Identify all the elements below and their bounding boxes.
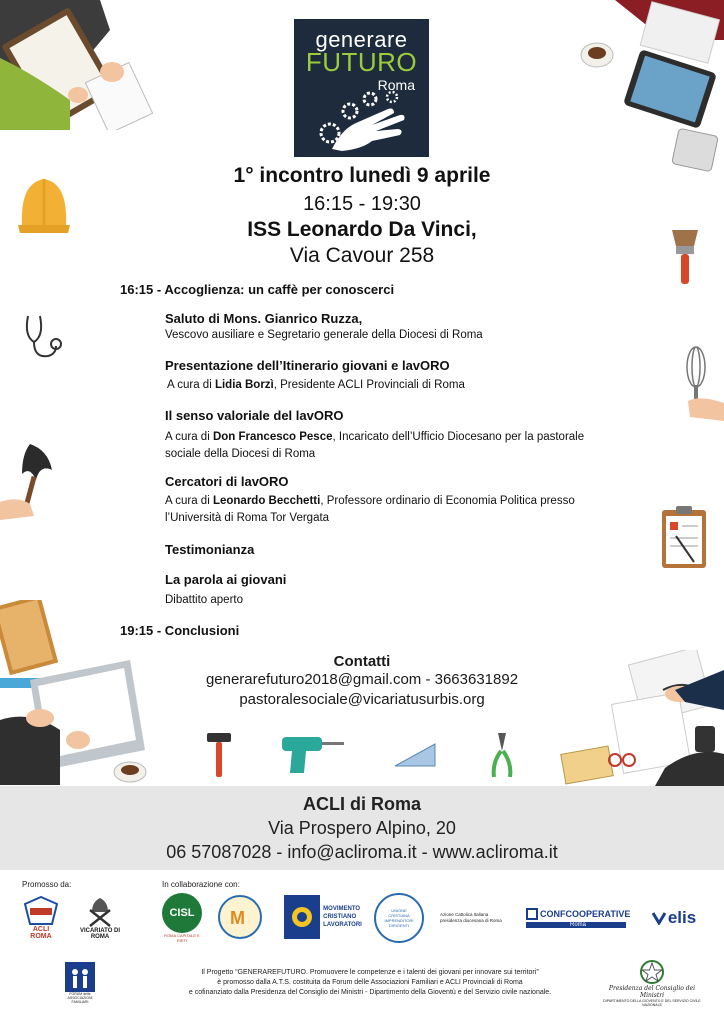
confco-square-icon	[526, 908, 538, 920]
stethoscope-icon	[22, 312, 64, 362]
program-item-title: Testimonianza	[165, 542, 255, 557]
collab-label: In collaborazione con:	[162, 880, 240, 889]
event-title: 1° incontro lunedì 9 aprile	[233, 164, 491, 187]
promoted-label: Promosso da:	[22, 880, 72, 889]
event-address: Via Cavour 258	[289, 244, 435, 267]
cisl-logo: CISL ROMA CAPITALE E RIETI	[160, 893, 204, 943]
association-circle-logo	[218, 895, 262, 939]
presidenza-consiglio-logo: Presidenza del Consiglio dei Ministri DIPARTIMENTO DELLA GIOVENTÙ E DEL SERVIZIO CIVILE NAZIONALE	[596, 958, 708, 1008]
pliers-icon	[490, 733, 514, 777]
elis-mark-icon	[652, 911, 666, 925]
program-item-title: Presentazione dell’Itinerario giovani e lavORO	[165, 358, 450, 373]
elis-logo: elis	[640, 906, 708, 930]
m-logo-icon	[227, 904, 253, 930]
speaker-name: Lidia Borzì	[214, 379, 274, 391]
whisk-illustration	[680, 345, 724, 421]
tablet-illustration	[575, 0, 724, 175]
event-time: 16:15 - 19:30	[303, 193, 421, 215]
mcl-emblem-icon	[289, 904, 315, 930]
program-item-desc: Vescovo ausiliare e Segretario generale della Diocesi di Roma	[165, 329, 483, 341]
ucid-logo: UNIONE CRISTIANA IMPRENDITORI DIRIGENTI	[374, 893, 424, 943]
project-footnote: Il Progetto “GENERAREFUTURO. Promuovere le competenze e i talenti dei giovani per innovare sui territori” è promosso dalla A.T.S. costituita da Forum delle Associazioni Familiari e ACLI Provinciali di Roma e cofinanziato dalla Presidenza del Consiglio dei Ministri - Dipartimento della Gioventù e del Servizio civile nazionale.	[188, 969, 552, 996]
speaker-name: Leonardo Becchetti	[212, 495, 321, 507]
azione-cattolica-logo: Azione Cattolica Italiana presidenza diocesana di Roma	[440, 912, 502, 923]
confcooperative-logo: CONFCOOPERATIVE Roma	[526, 905, 630, 931]
papal-crest-icon	[86, 896, 114, 928]
svg-text:M: M	[230, 908, 245, 928]
clipboard-illustration	[662, 506, 706, 568]
contacts-line2: pastoralesociale@vicariatusurbis.org	[239, 691, 485, 708]
acli-name: ACLI di Roma	[302, 794, 421, 814]
families-icon	[65, 962, 95, 992]
logo-line2: FUTURO	[305, 47, 418, 77]
program-item-desc: A cura di Leonardo Becchetti, Professore ordinario di Economia Politica presso l’Università di Roma Tor Vergata	[165, 495, 575, 524]
program-item-title: La parola ai giovani	[165, 572, 287, 587]
program-item-desc: A cura di Lidia Borzì, Presidente ACLI Provinciali di Roma	[167, 379, 465, 391]
speaker-name: Don Francesco Pesce	[212, 431, 333, 443]
program-item-desc: A cura di Don Francesco Pesce, Incaricato dell’Ufficio Diocesano per la pastorale sociale della Diocesi di Roma	[165, 431, 585, 460]
program-item-title: Saluto di Mons. Gianrico Ruzza,	[165, 311, 363, 326]
logo-line3: Roma	[377, 77, 415, 93]
acli-band	[0, 786, 724, 870]
vicariato-logo: VICARIATO DI ROMA	[70, 895, 130, 941]
hammer-icon	[205, 733, 233, 777]
contacts-title: Contatti	[333, 653, 391, 670]
acli-shield-icon	[24, 896, 58, 926]
notebook-illustration	[0, 0, 160, 130]
program-item-title: Il senso valoriale del lavORO	[165, 408, 344, 423]
acli-contact: 06 57087028 - info@acliroma.it - www.acliroma.it	[166, 842, 558, 862]
acli-address: Via Prospero Alpino, 20	[268, 818, 456, 838]
hand-gears-icon	[302, 89, 420, 153]
program-item-title: Cercatori di lavORO	[165, 474, 289, 489]
set-square-icon	[395, 742, 437, 768]
program-start: 16:15 - Accoglienza: un caffè per conoscerci	[120, 282, 395, 297]
italian-emblem-icon	[639, 959, 665, 985]
mcl-logo: MOVIMENTO CRISTIANO LAVORATORI	[280, 893, 366, 941]
logo-line1: generare	[315, 27, 408, 52]
generare-futuro-logo	[294, 19, 429, 157]
forum-famiglie-logo: FORUM delle ASSOCIAZIONI FAMILIARI	[62, 958, 98, 1008]
event-place: ISS Leonardo Da Vinci,	[247, 218, 477, 241]
contacts-line1: generarefuturo2018@gmail.com - 3663631892	[205, 671, 519, 688]
duster-illustration	[0, 440, 60, 520]
program-item-desc: Dibattito aperto	[165, 594, 243, 606]
drill-icon	[282, 737, 346, 773]
program-end: 19:15 - Conclusioni	[120, 623, 240, 638]
acli-roma-logo: ACLI ROMA	[22, 895, 60, 941]
